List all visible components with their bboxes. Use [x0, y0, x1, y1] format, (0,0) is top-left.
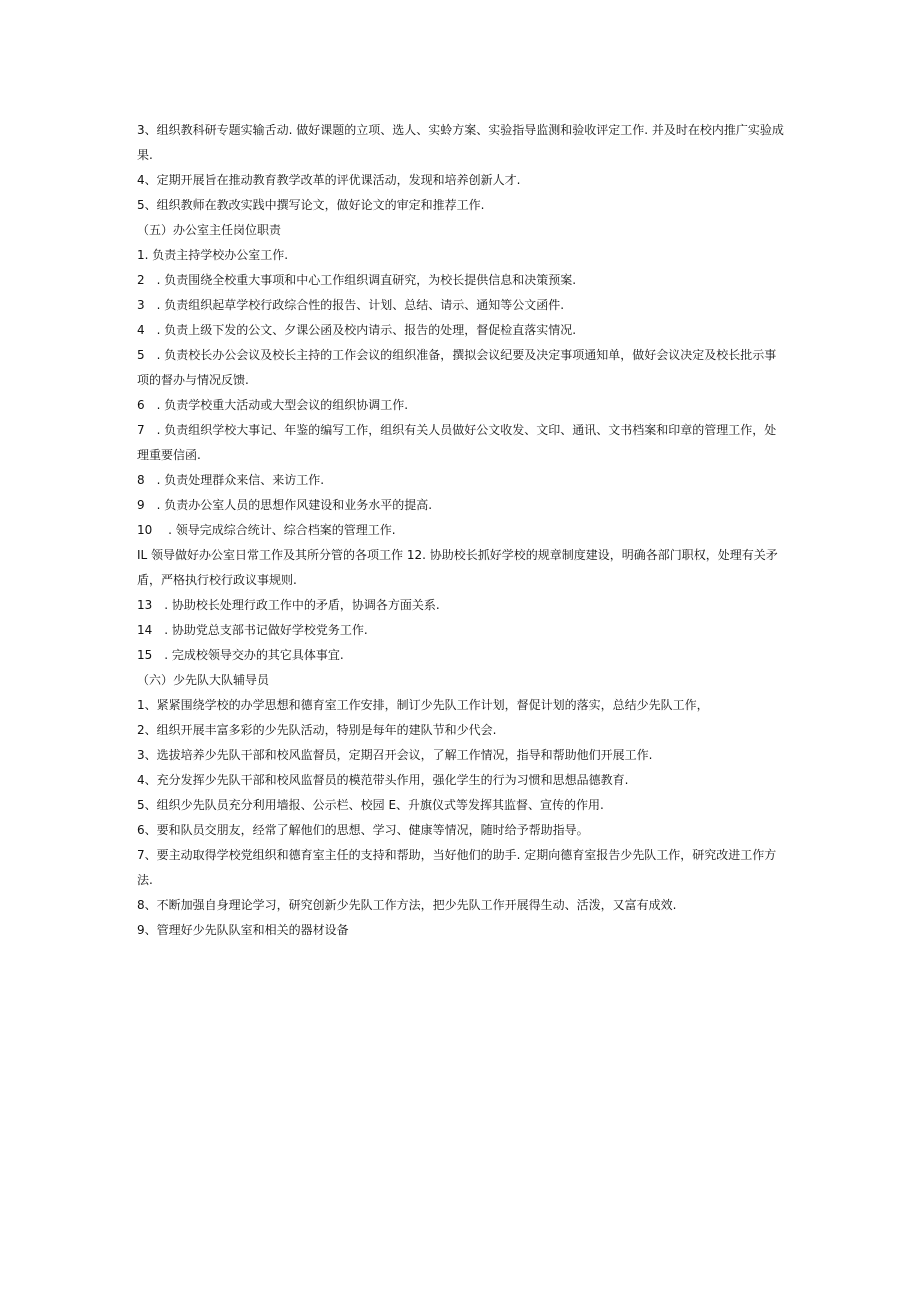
section-heading-office-director: （五）办公室主任岗位职责: [137, 223, 282, 237]
section-heading-pioneer-counselor: （六）少先队大队辅导员: [137, 673, 270, 687]
duty-item-3: 3 . 负责组织起草学校行政综合性的报告、计划、总结、请示、通知等公文函件.: [137, 298, 565, 312]
duty-item-4: 4 . 负责上级下发的公文、夕课公函及校内请示、报告的处理，督促检直落实情况.: [137, 323, 577, 337]
counselor-item-2: 2、组织开展丰富多彩的少先队活动，特别是每年的建队节和少代会.: [137, 723, 497, 737]
counselor-item-9: 9、管理好少先队队室和相关的器材设备: [137, 923, 349, 937]
duty-item-14: 14 . 协助党总支部书记做好学校党务工作.: [137, 623, 368, 637]
counselor-item-3: 3、选拔培养少先队干部和校风监督员，定期召开会议，了解工作情况，指导和帮助他们开展工作.: [137, 748, 653, 762]
duty-item-6: 6 . 负责学校重大活动或大型会议的组织协调工作.: [137, 398, 409, 412]
counselor-item-6: 6、要和队员交朋友，经常了解他们的思想、学习、健康等情况，随时给予帮助指导。: [137, 823, 589, 837]
paragraph-item-5: 5、组织教师在教改实践中撰写论文，做好论文的审定和推荐工作.: [137, 198, 485, 212]
counselor-item-1: 1、紧紧围绕学校的办学思想和德育室工作安排，制订少先队工作计划，督促计划的落实，总结少先队工作，: [137, 698, 709, 712]
document-body: [137, 118, 787, 943]
counselor-item-8: 8、不断加强自身理论学习，研究创新少先队工作方法，把少先队工作开展得生动、活泼，又富有成效.: [137, 898, 677, 912]
duty-item-7: 7 . 负责组织学校大事记、年鉴的编写工作，组织有关人员做好公文收发、文印、通讯、文书档案和印章的管理工作，处理重要信函.: [137, 423, 777, 462]
counselor-item-5: 5、组织少先队员充分利用墙报、公示栏、校园 E、升旗仪式等发挥其监督、宣传的作用.: [137, 798, 604, 812]
duty-item-11-12: IL 领导做好办公室日常工作及其所分管的各项工作 12. 协助校长抓好学校的规章制度建设，明确各部门职权，处理有关矛盾，严格执行校行政议事规则.: [137, 548, 778, 587]
duty-item-13: 13 . 协助校长处理行政工作中的矛盾，协调各方面关系.: [137, 598, 440, 612]
duty-item-15: 15 . 完成校领导交办的其它具体事宜.: [137, 648, 344, 662]
counselor-item-4: 4、充分发挥少先队干部和校风监督员的模范带头作用，强化学生的行为习惯和思想品德教育.: [137, 773, 629, 787]
paragraph-item-4: 4、定期开展旨在推动教育教学改革的评优课活动，发现和培养创新人才.: [137, 173, 521, 187]
duty-item-10: 10 . 领导完成综合统计、综合档案的管理工作.: [137, 523, 396, 537]
duty-item-2: 2 . 负责围绕全校重大事项和中心工作组织调直研究，为校长提供信息和决策预案.: [137, 273, 577, 287]
paragraph-item-3: 3、组织教科研专题实输舌动. 做好课题的立项、选人、实蛉方案、实验指导监测和验收评定工作. 并及时在校内推广实验成果.: [137, 123, 784, 162]
duty-item-9: 9 . 负责办公室人员的思想作风建设和业务水平的提高.: [137, 498, 433, 512]
duty-item-5: 5 . 负责校长办公会议及校长主持的工作会议的组织准备，撰拟会议纪要及决定事项通知单，做好会议决定及校长批示事项的督办与情况反馈.: [137, 348, 777, 387]
duty-item-1: 1. 负责主持学校办公室工作.: [137, 248, 289, 262]
counselor-item-7: 7、要主动取得学校党组织和德育室主任的支持和帮助，当好他们的助手. 定期向德育室报告少先队工作，研究改进工作方法.: [137, 848, 777, 887]
duty-item-8: 8 . 负责处理群众来信、来访工作.: [137, 473, 325, 487]
